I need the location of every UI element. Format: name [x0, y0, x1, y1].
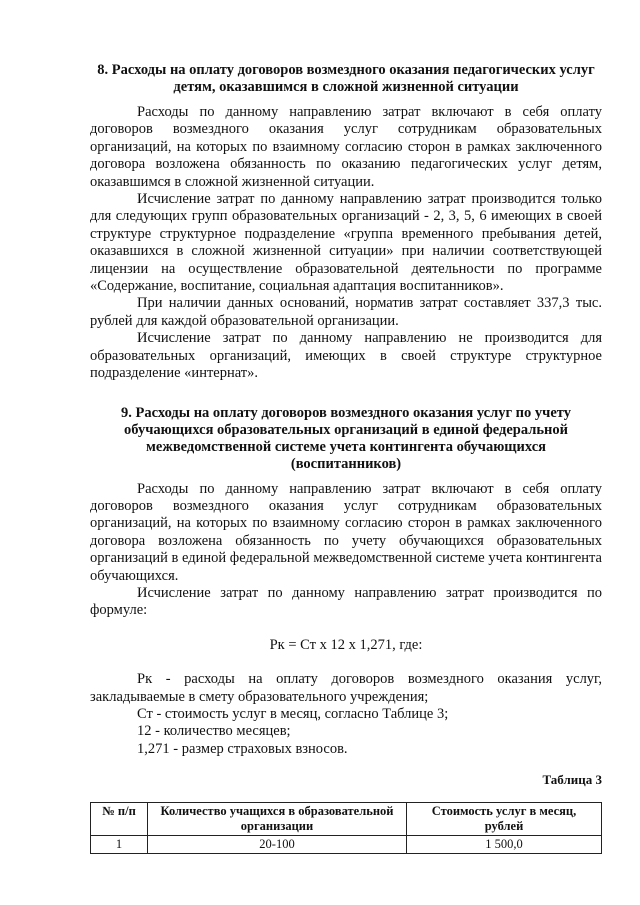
cell-students: 20-100: [148, 836, 407, 854]
cell-number: 1: [91, 836, 148, 854]
formula: Рк = Ст х 12 х 1,271, где:: [269, 636, 423, 653]
section-8-paragraph: При наличии данных оснований, норматив затрат составляет 337,3 тыс. рублей для каждой образовательной организации.: [90, 295, 602, 329]
section-8-paragraph: Исчисление затрат по данному направлению затрат производится только для следующих групп образовательных организаций - 2, 3, 5, 6 имеющих в своей структуре структурное подразделение «группа временного пребывания детей, оказавшихся в сложной жизненной ситуации» при наличии соответствующей лицензии на осуществление образовательной деятельности по программе «Содержание, воспитание, социальная адаптация воспитанников».: [90, 191, 602, 295]
definition-item: Рк - расходы на оплату договоров возмездного оказания услуг, закладываемые в смету образовательного учреждения;: [90, 671, 602, 705]
header-cost: Стоимость услуг в месяц, рублей: [407, 803, 602, 836]
formula-definitions: [90, 671, 602, 758]
table-header-row: [91, 803, 602, 836]
cost-table: [90, 802, 602, 854]
section-9-paragraph: Расходы по данному направлению затрат включают в себя оплату договоров возмездного оказания услуг сотрудникам образовательных организаций, на которых по взаимному согласию сторон в рамках заключенного договора возложена обязанность по учету обучающихся образовательных организаций в единой федеральной межведомственной системе учета контингента обучающихся.: [90, 480, 602, 584]
section-8-heading: 8. Расходы на оплату договоров возмездного оказания педагогических услуг детям, оказавшимся в сложной жизненной ситуации: [97, 62, 595, 95]
section-8-paragraph: Исчисление затрат по данному направлению не производится для образовательных организаций, имеющих в своей структуре структурное подразделение «интернат».: [90, 330, 602, 382]
header-number: № п/п: [91, 803, 148, 836]
table-caption: Таблица 3: [542, 772, 602, 788]
header-students: Количество учащихся в образовательной организации: [148, 803, 407, 836]
table-row: [91, 836, 602, 854]
definition-item: 1,271 - размер страховых взносов.: [137, 740, 348, 757]
definition-item: 12 - количество месяцев;: [137, 723, 291, 740]
definition-item: Ст - стоимость услуг в месяц, согласно Таблице 3;: [137, 705, 449, 722]
section-spacer: [90, 383, 602, 405]
section-9-heading: 9. Расходы на оплату договоров возмездного оказания услуг по учету обучающихся образовательных организаций в единой федеральной межведомственной системе учета контингента обучающихся (воспитанников): [121, 404, 571, 472]
section-8-paragraph: Расходы по данному направлению затрат включают в себя оплату договоров возмездного оказания услуг сотрудникам образовательных организаций, на которых по взаимному согласию сторон в рамках заключенного договора возложена обязанность по оказанию педагогических услуг детям, оказавшимся в сложной жизненной ситуации.: [90, 104, 602, 190]
cell-cost: 1 500,0: [407, 836, 602, 854]
section-9-paragraph: Исчисление затрат по данному направлению затрат производится по формуле:: [90, 584, 602, 619]
